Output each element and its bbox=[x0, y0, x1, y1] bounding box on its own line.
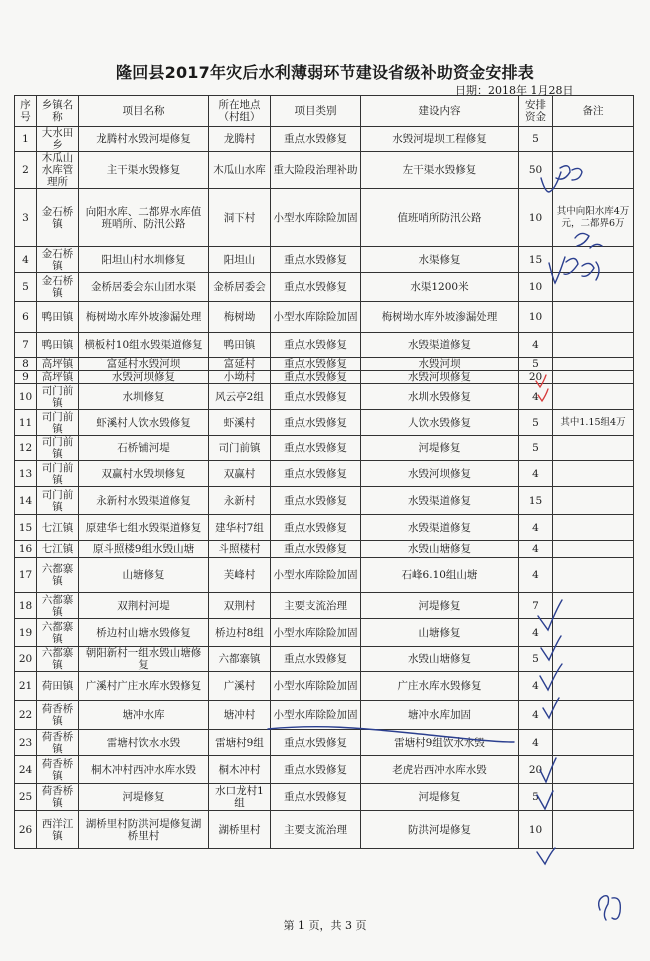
cell-content: 水毁河坝修复 bbox=[361, 461, 519, 487]
cell-category: 重点水毁修复 bbox=[271, 461, 361, 487]
cell-funds: 50 bbox=[519, 152, 553, 189]
table-row bbox=[15, 558, 634, 593]
cell-remark bbox=[553, 515, 634, 541]
cell-category: 重点水毁修复 bbox=[271, 273, 361, 302]
table-row bbox=[15, 273, 634, 302]
cell-category: 小型水库除险加固 bbox=[271, 558, 361, 593]
cell-location: 永新村 bbox=[209, 487, 271, 515]
cell-project: 金桥居委会东山团水渠 bbox=[79, 273, 209, 302]
cell-remark bbox=[553, 756, 634, 784]
header-project: 项目名称 bbox=[79, 96, 209, 127]
cell-category: 重大险段治理补助 bbox=[271, 152, 361, 189]
cell-location: 风云亭2组 bbox=[209, 384, 271, 410]
cell-remark bbox=[553, 436, 634, 461]
cell-funds: 4 bbox=[519, 672, 553, 701]
cell-location: 梅树坳 bbox=[209, 302, 271, 333]
cell-location: 司门前镇 bbox=[209, 436, 271, 461]
cell-town: 鸭田镇 bbox=[37, 333, 79, 358]
page-footer: 第 1 页，共 3 页 bbox=[283, 919, 367, 932]
cell-project: 向阳水库、二都界水库值班哨所、防汛公路 bbox=[79, 189, 209, 247]
header-content: 建设内容 bbox=[361, 96, 519, 127]
cell-remark bbox=[553, 461, 634, 487]
cell-remark bbox=[553, 672, 634, 701]
cell-location: 龙腾村 bbox=[209, 127, 271, 152]
cell-content: 水毁渠道修复 bbox=[361, 333, 519, 358]
cell-project: 龙腾村水毁河堤修复 bbox=[79, 127, 209, 152]
cell-project: 富延村水毁河坝 bbox=[79, 358, 209, 371]
cell-category: 重点水毁修复 bbox=[271, 541, 361, 558]
cell-remark bbox=[553, 811, 634, 849]
cell-project: 梅树坳水库外坡渗漏处理 bbox=[79, 302, 209, 333]
cell-remark bbox=[553, 541, 634, 558]
cell-funds: 5 bbox=[519, 410, 553, 436]
cell-content: 水毁河坝修复 bbox=[361, 371, 519, 384]
cell-funds: 5 bbox=[519, 127, 553, 152]
cell-category: 重点水毁修复 bbox=[271, 487, 361, 515]
cell-content: 左干渠水毁修复 bbox=[361, 152, 519, 189]
cell-content: 水毁河堤坝工程修复 bbox=[361, 127, 519, 152]
cell-location: 金桥居委会 bbox=[209, 273, 271, 302]
cell-funds: 10 bbox=[519, 811, 553, 849]
document-title: 隆回县2017年灾后水利薄弱环节建设省级补助资金安排表 bbox=[116, 63, 534, 82]
cell-remark bbox=[553, 384, 634, 410]
cell-content: 梅树坳水库外坡渗漏处理 bbox=[361, 302, 519, 333]
table-row bbox=[15, 384, 634, 410]
cell-remark bbox=[553, 152, 634, 189]
cell-remark bbox=[553, 558, 634, 593]
table-row bbox=[15, 189, 634, 247]
cell-project: 塘冲水库 bbox=[79, 701, 209, 730]
cell-category: 重点水毁修复 bbox=[271, 247, 361, 273]
cell-town: 荷香桥镇 bbox=[37, 730, 79, 756]
cell-seq: 22 bbox=[15, 701, 37, 730]
cell-remark bbox=[553, 487, 634, 515]
cell-funds: 4 bbox=[519, 701, 553, 730]
cell-funds: 4 bbox=[519, 558, 553, 593]
table-header-row bbox=[15, 96, 634, 127]
cell-project: 雷塘村饮水水毁 bbox=[79, 730, 209, 756]
cell-content: 水毁渠道修复 bbox=[361, 487, 519, 515]
cell-remark bbox=[553, 127, 634, 152]
cell-remark bbox=[553, 619, 634, 647]
table-row bbox=[15, 247, 634, 273]
cell-funds: 15 bbox=[519, 487, 553, 515]
cell-town: 金石桥镇 bbox=[37, 247, 79, 273]
cell-category: 重点水毁修复 bbox=[271, 784, 361, 811]
cell-category: 小型水库除险加固 bbox=[271, 701, 361, 730]
header-town: 乡镇名称 bbox=[37, 96, 79, 127]
cell-content: 广庄水库水毁修复 bbox=[361, 672, 519, 701]
cell-project: 阳坦山村水圳修复 bbox=[79, 247, 209, 273]
cell-seq: 11 bbox=[15, 410, 37, 436]
cell-content: 河堤修复 bbox=[361, 784, 519, 811]
cell-location: 塘冲村 bbox=[209, 701, 271, 730]
cell-seq: 24 bbox=[15, 756, 37, 784]
cell-town: 六都寨镇 bbox=[37, 619, 79, 647]
cell-category: 重点水毁修复 bbox=[271, 384, 361, 410]
cell-remark bbox=[553, 730, 634, 756]
cell-project: 桐木冲村西冲水库水毁 bbox=[79, 756, 209, 784]
cell-funds: 7 bbox=[519, 593, 553, 619]
cell-funds: 4 bbox=[519, 461, 553, 487]
cell-location: 雷塘村9组 bbox=[209, 730, 271, 756]
cell-town: 木瓜山水库管理所 bbox=[37, 152, 79, 189]
cell-funds: 15 bbox=[519, 247, 553, 273]
table-row bbox=[15, 647, 634, 672]
cell-category: 重点水毁修复 bbox=[271, 515, 361, 541]
cell-town: 七江镇 bbox=[37, 541, 79, 558]
cell-project: 河堤修复 bbox=[79, 784, 209, 811]
cell-category: 小型水库除险加固 bbox=[271, 302, 361, 333]
cell-project: 原建华七组水毁渠道修复 bbox=[79, 515, 209, 541]
table-row bbox=[15, 410, 634, 436]
cell-remark bbox=[553, 333, 634, 358]
cell-category: 重点水毁修复 bbox=[271, 358, 361, 371]
table-row bbox=[15, 811, 634, 849]
cell-funds: 10 bbox=[519, 273, 553, 302]
cell-location: 鸭田镇 bbox=[209, 333, 271, 358]
cell-remark bbox=[553, 784, 634, 811]
cell-town: 荷香桥镇 bbox=[37, 756, 79, 784]
cell-location: 水口龙村1组 bbox=[209, 784, 271, 811]
cell-seq: 23 bbox=[15, 730, 37, 756]
cell-seq: 21 bbox=[15, 672, 37, 701]
cell-location: 木瓜山水库 bbox=[209, 152, 271, 189]
cell-content: 河堤修复 bbox=[361, 593, 519, 619]
cell-category: 重点水毁修复 bbox=[271, 730, 361, 756]
cell-content: 老虎岩西冲水库水毁 bbox=[361, 756, 519, 784]
cell-project: 石桥铺河堤 bbox=[79, 436, 209, 461]
cell-remark: 其中向阳水库4万元，二都界6万 bbox=[553, 189, 634, 247]
cell-content: 水圳水毁修复 bbox=[361, 384, 519, 410]
cell-category: 重点水毁修复 bbox=[271, 436, 361, 461]
cell-funds: 5 bbox=[519, 358, 553, 371]
table-row bbox=[15, 461, 634, 487]
cell-project: 山塘修复 bbox=[79, 558, 209, 593]
cell-project: 原斗照楼9组水毁山塘 bbox=[79, 541, 209, 558]
cell-funds: 4 bbox=[519, 515, 553, 541]
cell-funds: 10 bbox=[519, 189, 553, 247]
cell-funds: 20 bbox=[519, 756, 553, 784]
cell-seq: 1 bbox=[15, 127, 37, 152]
cell-content: 雷塘村9组饮水水毁 bbox=[361, 730, 519, 756]
cell-category: 主要支流治理 bbox=[271, 811, 361, 849]
cell-location: 斗照楼村 bbox=[209, 541, 271, 558]
cell-remark bbox=[553, 302, 634, 333]
cell-project: 水圳修复 bbox=[79, 384, 209, 410]
cell-location: 小坳村 bbox=[209, 371, 271, 384]
table-row bbox=[15, 358, 634, 371]
cell-location: 广溪村 bbox=[209, 672, 271, 701]
cell-seq: 8 bbox=[15, 358, 37, 371]
cell-content: 水渠修复 bbox=[361, 247, 519, 273]
table-body bbox=[15, 127, 634, 849]
cell-funds: 5 bbox=[519, 436, 553, 461]
cell-content: 值班哨所防汛公路 bbox=[361, 189, 519, 247]
cell-category: 重点水毁修复 bbox=[271, 127, 361, 152]
cell-location: 双荆村 bbox=[209, 593, 271, 619]
cell-project: 虾溪村人饮水毁修复 bbox=[79, 410, 209, 436]
cell-category: 主要支流治理 bbox=[271, 593, 361, 619]
cell-project: 湖桥里村防洪河堤修复湖桥里村 bbox=[79, 811, 209, 849]
cell-seq: 6 bbox=[15, 302, 37, 333]
cell-town: 金石桥镇 bbox=[37, 273, 79, 302]
cell-seq: 15 bbox=[15, 515, 37, 541]
cell-funds: 4 bbox=[519, 730, 553, 756]
cell-town: 六都寨镇 bbox=[37, 647, 79, 672]
cell-location: 洞下村 bbox=[209, 189, 271, 247]
table-row bbox=[15, 593, 634, 619]
cell-content: 山塘修复 bbox=[361, 619, 519, 647]
cell-remark bbox=[553, 593, 634, 619]
cell-location: 富延村 bbox=[209, 358, 271, 371]
cell-town: 司门前镇 bbox=[37, 487, 79, 515]
cell-content: 水毁山塘修复 bbox=[361, 647, 519, 672]
cell-category: 小型水库除险加固 bbox=[271, 189, 361, 247]
cell-seq: 3 bbox=[15, 189, 37, 247]
cell-town: 鸭田镇 bbox=[37, 302, 79, 333]
header-location: 所在地点（村组） bbox=[209, 96, 271, 127]
cell-location: 桐木冲村 bbox=[209, 756, 271, 784]
cell-seq: 7 bbox=[15, 333, 37, 358]
cell-town: 荷香桥镇 bbox=[37, 701, 79, 730]
cell-remark bbox=[553, 371, 634, 384]
cell-funds: 4 bbox=[519, 333, 553, 358]
cell-remark bbox=[553, 273, 634, 302]
cell-seq: 13 bbox=[15, 461, 37, 487]
cell-town: 高坪镇 bbox=[37, 371, 79, 384]
cell-seq: 17 bbox=[15, 558, 37, 593]
table-row bbox=[15, 487, 634, 515]
cell-content: 防洪河堤修复 bbox=[361, 811, 519, 849]
cell-town: 西洋江镇 bbox=[37, 811, 79, 849]
cell-location: 芙峰村 bbox=[209, 558, 271, 593]
cell-category: 重点水毁修复 bbox=[271, 410, 361, 436]
cell-town: 荷田镇 bbox=[37, 672, 79, 701]
cell-seq: 12 bbox=[15, 436, 37, 461]
cell-remark: 其中1.15组4万 bbox=[553, 410, 634, 436]
cell-location: 湖桥里村 bbox=[209, 811, 271, 849]
table-row bbox=[15, 730, 634, 756]
check-mark-25 bbox=[537, 848, 555, 864]
cell-project: 水毁河坝修复 bbox=[79, 371, 209, 384]
funding-table bbox=[14, 95, 634, 849]
table-row bbox=[15, 515, 634, 541]
cell-funds: 5 bbox=[519, 784, 553, 811]
cell-content: 石峰6.10组山塘 bbox=[361, 558, 519, 593]
cell-seq: 4 bbox=[15, 247, 37, 273]
table-row bbox=[15, 784, 634, 811]
cell-location: 桥边村8组 bbox=[209, 619, 271, 647]
header-remark: 备注 bbox=[553, 96, 634, 127]
cell-seq: 16 bbox=[15, 541, 37, 558]
cell-content: 水毁山塘修复 bbox=[361, 541, 519, 558]
cell-funds: 4 bbox=[519, 384, 553, 410]
table-row bbox=[15, 756, 634, 784]
header-category: 项目类别 bbox=[271, 96, 361, 127]
cell-category: 小型水库除险加固 bbox=[271, 672, 361, 701]
table-row bbox=[15, 333, 634, 358]
cell-content: 人饮水毁修复 bbox=[361, 410, 519, 436]
cell-town: 司门前镇 bbox=[37, 410, 79, 436]
table-row bbox=[15, 541, 634, 558]
table-row bbox=[15, 672, 634, 701]
cell-project: 主干渠水毁修复 bbox=[79, 152, 209, 189]
cell-category: 小型水库除险加固 bbox=[271, 619, 361, 647]
cell-category: 重点水毁修复 bbox=[271, 371, 361, 384]
table-row bbox=[15, 127, 634, 152]
cell-location: 建华村7组 bbox=[209, 515, 271, 541]
cell-town: 大水田乡 bbox=[37, 127, 79, 152]
cell-project: 双荆村河堤 bbox=[79, 593, 209, 619]
cell-town: 六都寨镇 bbox=[37, 558, 79, 593]
cell-content: 水毁河坝 bbox=[361, 358, 519, 371]
cell-location: 六都寨镇 bbox=[209, 647, 271, 672]
cell-category: 重点水毁修复 bbox=[271, 647, 361, 672]
document-date: 日期：2018年 1月28日 bbox=[455, 84, 574, 97]
cell-town: 六都寨镇 bbox=[37, 593, 79, 619]
cell-town: 高坪镇 bbox=[37, 358, 79, 371]
cell-remark bbox=[553, 647, 634, 672]
cell-town: 七江镇 bbox=[37, 515, 79, 541]
table-row bbox=[15, 619, 634, 647]
cell-content: 水毁渠道修复 bbox=[361, 515, 519, 541]
cell-seq: 26 bbox=[15, 811, 37, 849]
cell-funds: 10 bbox=[519, 302, 553, 333]
cell-project: 桥边村山塘水毁修复 bbox=[79, 619, 209, 647]
cell-town: 司门前镇 bbox=[37, 461, 79, 487]
table-row bbox=[15, 152, 634, 189]
cell-seq: 2 bbox=[15, 152, 37, 189]
table-row bbox=[15, 701, 634, 730]
cell-project: 永新村水毁渠道修复 bbox=[79, 487, 209, 515]
cell-seq: 18 bbox=[15, 593, 37, 619]
table-row bbox=[15, 302, 634, 333]
cell-seq: 5 bbox=[15, 273, 37, 302]
table-row bbox=[15, 371, 634, 384]
cell-seq: 25 bbox=[15, 784, 37, 811]
cell-project: 朝阳新村一组水毁山塘修复 bbox=[79, 647, 209, 672]
cell-funds: 5 bbox=[519, 647, 553, 672]
cell-remark bbox=[553, 247, 634, 273]
cell-remark bbox=[553, 358, 634, 371]
cell-funds: 4 bbox=[519, 619, 553, 647]
cell-location: 虾溪村 bbox=[209, 410, 271, 436]
table-row bbox=[15, 436, 634, 461]
cell-seq: 14 bbox=[15, 487, 37, 515]
cell-category: 重点水毁修复 bbox=[271, 756, 361, 784]
cell-project: 广溪村广庄水库水毁修复 bbox=[79, 672, 209, 701]
cell-town: 司门前镇 bbox=[37, 436, 79, 461]
cell-funds: 4 bbox=[519, 541, 553, 558]
cell-seq: 10 bbox=[15, 384, 37, 410]
cell-location: 双赢村 bbox=[209, 461, 271, 487]
cell-remark bbox=[553, 701, 634, 730]
cell-town: 荷香桥镇 bbox=[37, 784, 79, 811]
cell-project: 双赢村水毁坝修复 bbox=[79, 461, 209, 487]
cell-seq: 20 bbox=[15, 647, 37, 672]
cell-category: 重点水毁修复 bbox=[271, 333, 361, 358]
header-seq: 序号 bbox=[15, 96, 37, 127]
cell-content: 水渠1200米 bbox=[361, 273, 519, 302]
header-funds: 安排资金 bbox=[519, 96, 553, 127]
cell-funds: 20 bbox=[519, 371, 553, 384]
cell-seq: 9 bbox=[15, 371, 37, 384]
cell-location: 阳坦山 bbox=[209, 247, 271, 273]
cell-project: 横板村10组水毁渠道修复 bbox=[79, 333, 209, 358]
cell-town: 金石桥镇 bbox=[37, 189, 79, 247]
cell-content: 塘冲水库加固 bbox=[361, 701, 519, 730]
cell-seq: 19 bbox=[15, 619, 37, 647]
cell-content: 河堤修复 bbox=[361, 436, 519, 461]
cell-town: 司门前镇 bbox=[37, 384, 79, 410]
